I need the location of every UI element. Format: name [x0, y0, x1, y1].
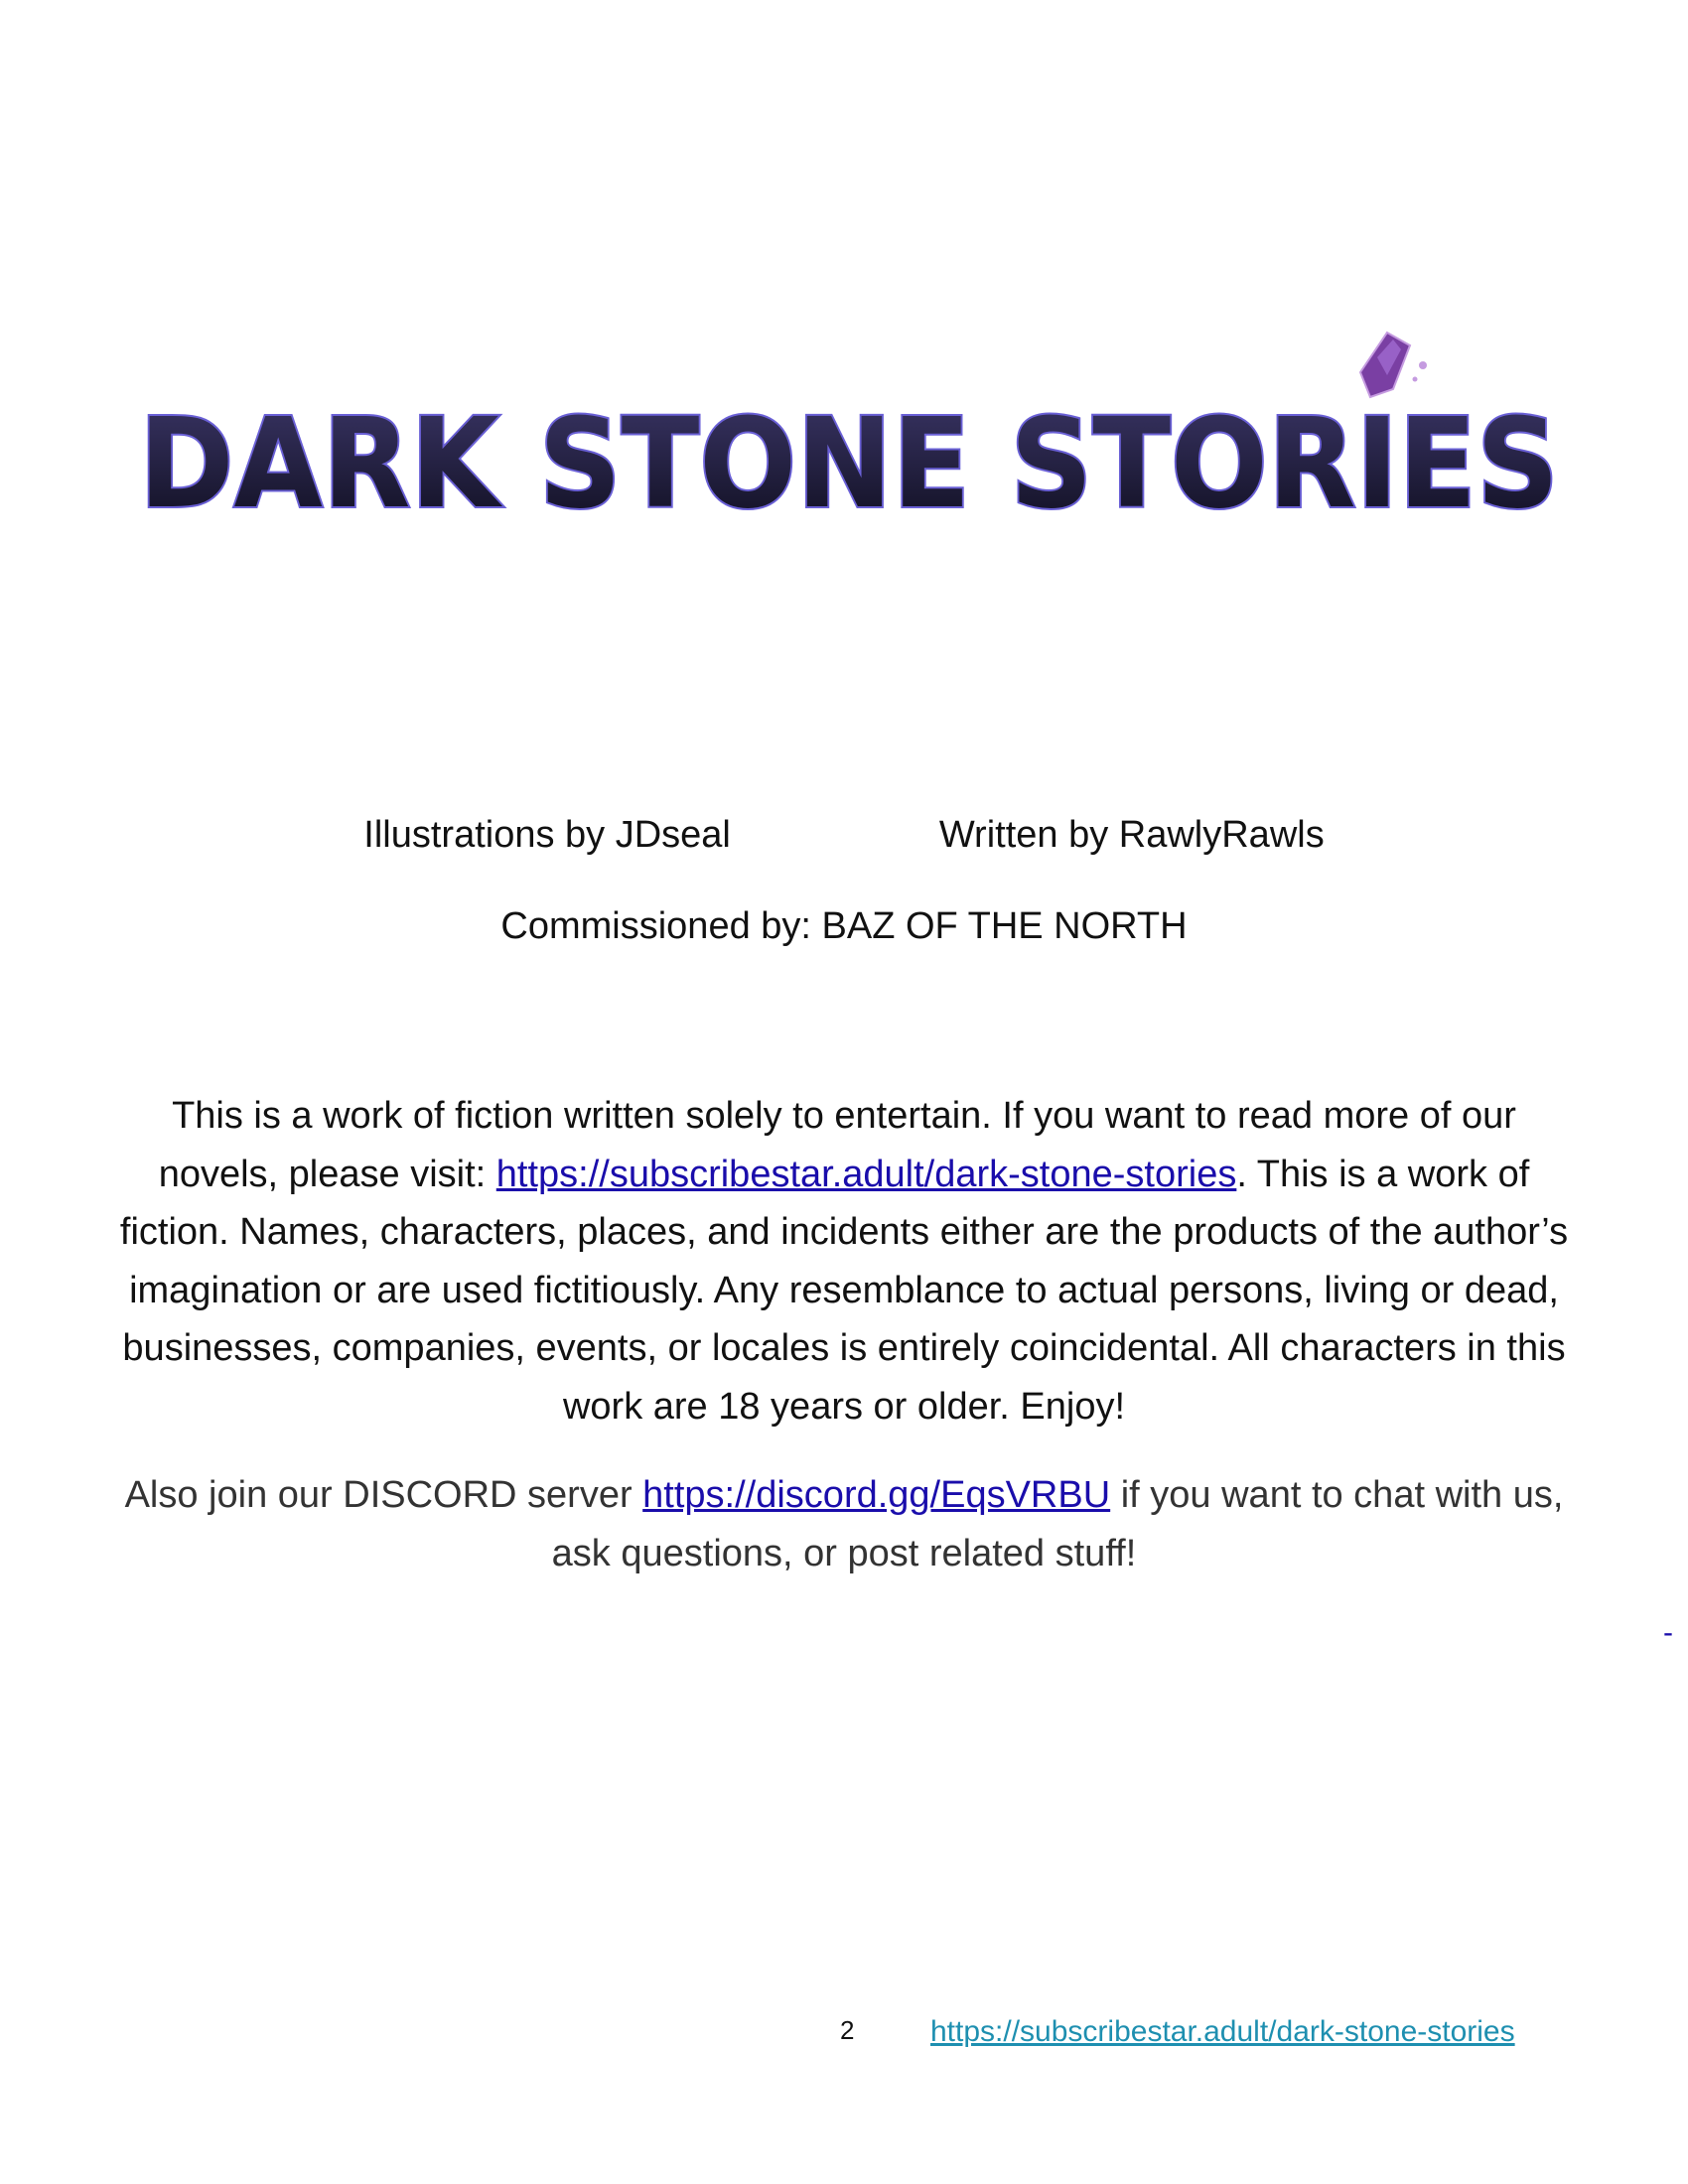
crystal-gem-icon: [1360, 333, 1427, 397]
illustrations-credit: Illustrations by JDseal: [363, 814, 731, 856]
discord-text-start: Also join our DISCORD server: [124, 1474, 643, 1516]
subscribestar-link[interactable]: https://subscribestar.adult/dark-stone-stories: [495, 1153, 1237, 1195]
logo-text: DARK STONE STORIES: [139, 392, 1559, 536]
footer-subscribestar-link[interactable]: https://subscribestar.adult/dark-stone-stories: [930, 2015, 1515, 2048]
fiction-disclaimer: [119, 1087, 1569, 1435]
commissioned-credit: Commissioned by: BAZ OF THE NORTH: [500, 905, 1188, 947]
stray-dash: -: [1663, 1616, 1673, 1649]
fiction-text-start: This is a work of fiction written solely to entertain. If you want to read more of our novels, please visit:: [158, 1095, 1516, 1195]
credits-line: [0, 814, 1688, 857]
discord-text-end: if you want to chat with us, ask questions, or post related stuff!: [551, 1474, 1564, 1574]
dark-stone-stories-logo: [134, 328, 1564, 536]
page-number: 2: [840, 2015, 855, 2045]
page-footer: [0, 2015, 1688, 2055]
discord-invite: [119, 1466, 1569, 1582]
written-credit: Written by RawlyRawls: [938, 814, 1325, 856]
discord-link[interactable]: https://discord.gg/EqsVRBU: [642, 1474, 1111, 1516]
fiction-text-end: . This is a work of fiction. Names, characters, places, and incidents either are the products of the author’s imagination or are used fictitiously. Any resemblance to actual persons, living or dead, businesses, companies, events, or locales is entirely coincidental. All characters in this work are 18 years or older. Enjoy!: [119, 1153, 1569, 1428]
